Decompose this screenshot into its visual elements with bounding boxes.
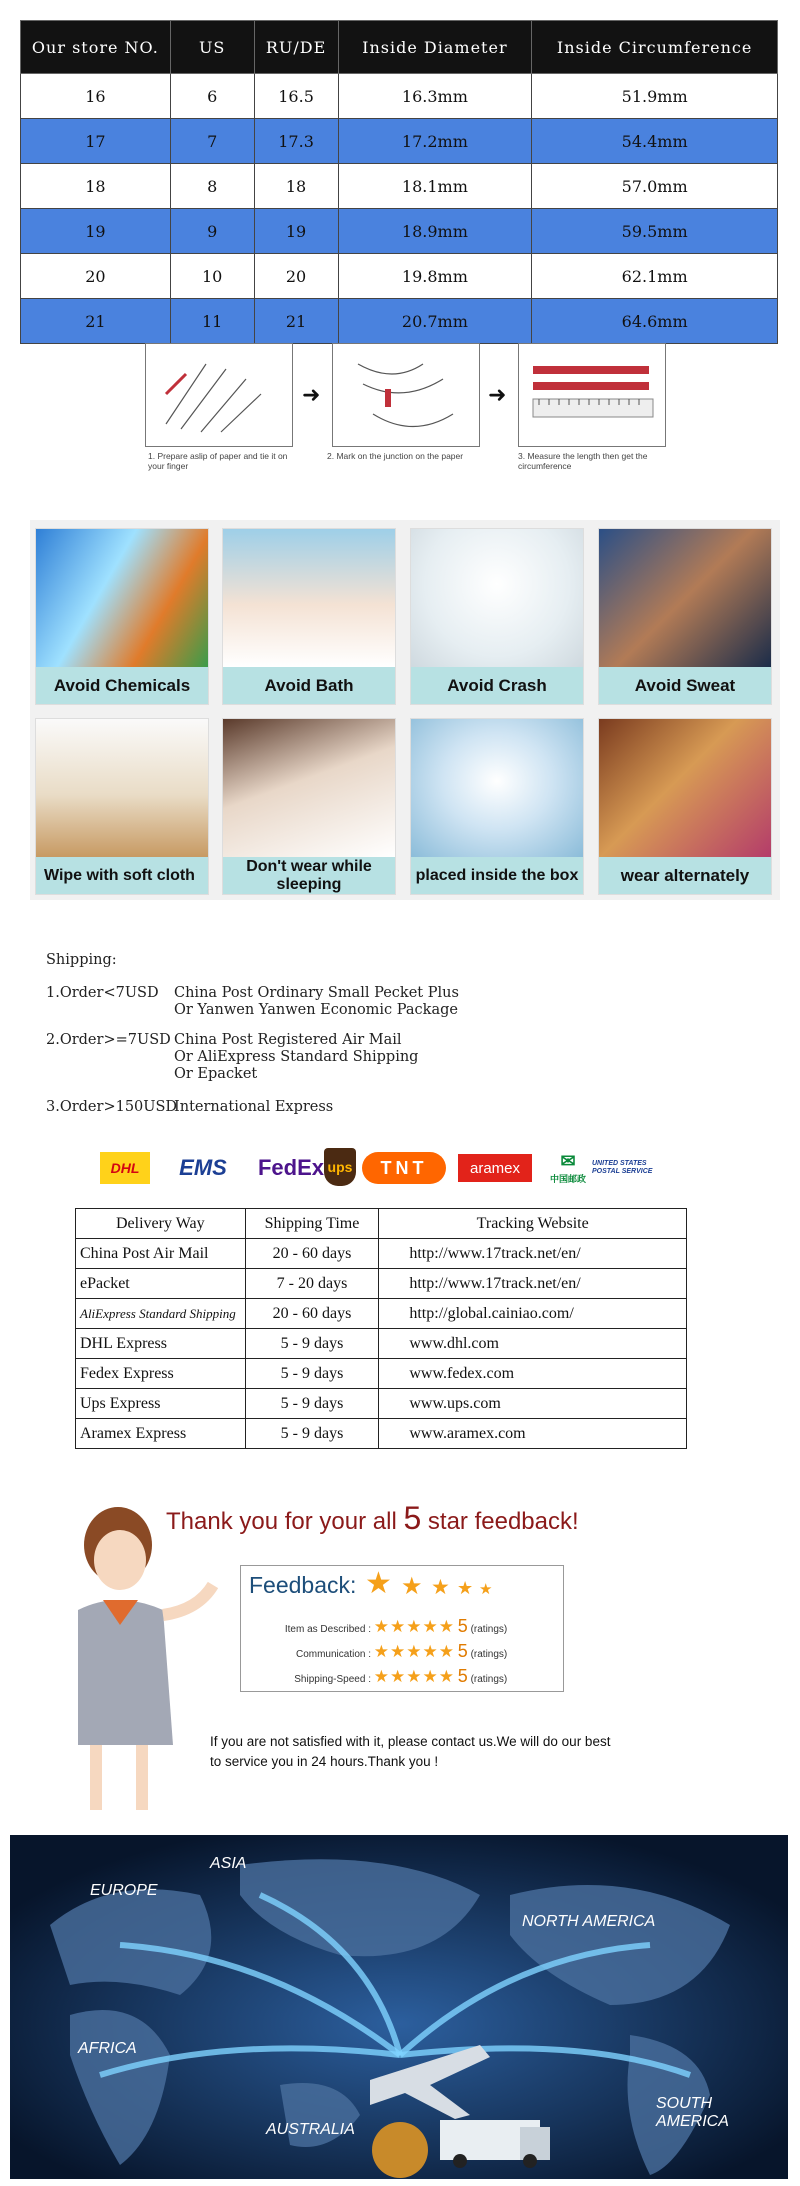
criterion-label: Item as Described :	[284, 1624, 371, 1635]
cloth-photo	[36, 719, 208, 857]
table-row	[21, 164, 778, 209]
thank-you-banner	[166, 1500, 579, 1537]
cell-diameter: 20.7mm	[338, 299, 532, 344]
jewelry-box-photo	[411, 719, 583, 857]
ups-logo: ups	[324, 1148, 356, 1186]
cell-ru-de: 18	[254, 164, 338, 209]
shipping-method: China Post Registered Air Mail	[174, 1032, 402, 1048]
care-tile-sleeping	[222, 718, 396, 895]
shipping-method: Or Epacket	[174, 1066, 258, 1082]
table-row	[76, 1329, 687, 1359]
care-label: placed inside the box	[411, 857, 583, 894]
sweat-photo	[599, 529, 771, 667]
cell-circumference: 59.5mm	[532, 209, 778, 254]
care-tile-box	[410, 718, 584, 895]
five-stars-icon: ★★★★★	[373, 1617, 455, 1636]
care-label: Avoid Crash	[411, 667, 583, 704]
delivery-table	[75, 1208, 687, 1449]
care-tile-crash	[410, 528, 584, 705]
criterion-unit: (ratings)	[470, 1649, 508, 1660]
arrow-icon: ➜	[488, 382, 507, 407]
care-tile-sweat	[598, 528, 772, 705]
arrow-icon: ➜	[302, 382, 321, 407]
shipping-condition: 2.Order>=7USD	[46, 1032, 171, 1048]
cell-delivery-way: Fedex Express	[76, 1359, 246, 1389]
table-row	[21, 299, 778, 344]
step-3-caption: 3. Measure the length then get the circumference	[518, 451, 648, 471]
fedex-logo: FedEx	[257, 1155, 325, 1180]
care-tile-wipe	[35, 718, 209, 895]
thanks-text-after: star feedback!	[421, 1508, 579, 1535]
cell-ru-de: 19	[254, 209, 338, 254]
header-ru-de: RU/DE	[254, 21, 338, 74]
header-delivery-way: Delivery Way	[76, 1209, 246, 1239]
criterion-label: Shipping-Speed :	[294, 1674, 371, 1685]
necklaces-photo	[599, 719, 771, 857]
region-europe: EUROPE	[90, 1882, 158, 1899]
china-post-logo	[548, 1152, 588, 1184]
criterion-value: 5	[457, 1641, 468, 1661]
cell-tracking-link[interactable]: http://www.17track.net/en/	[379, 1269, 687, 1299]
shipping-method: China Post Ordinary Small Pecket Plus	[174, 985, 459, 1001]
cell-delivery-way: Aramex Express	[76, 1419, 246, 1449]
five-stars-icon: ★★★★★	[373, 1642, 455, 1661]
cell-tracking-link[interactable]: www.dhl.com	[379, 1329, 687, 1359]
china-post-icon: ✉	[560, 1151, 576, 1171]
usps-logo: UNITED STATES POSTAL SERVICE	[592, 1160, 653, 1175]
cell-ru-de: 16.5	[254, 74, 338, 119]
cell-tracking-link[interactable]: http://global.cainiao.com/	[379, 1299, 687, 1329]
cell-us: 10	[170, 254, 254, 299]
shipping-method: Or Yanwen Yanwen Economic Package	[174, 1002, 458, 1018]
cell-shipping-time: 5 - 9 days	[245, 1419, 379, 1449]
cell-store-no: 17	[21, 119, 171, 164]
cell-delivery-way: ePacket	[76, 1269, 246, 1299]
shipping-method: International Express	[174, 1099, 334, 1115]
header-tracking-website: Tracking Website	[379, 1209, 687, 1239]
cell-shipping-time: 5 - 9 days	[245, 1329, 379, 1359]
cell-shipping-time: 20 - 60 days	[245, 1299, 379, 1329]
cell-tracking-link[interactable]: www.aramex.com	[379, 1419, 687, 1449]
bath-photo	[223, 529, 395, 667]
cell-ru-de: 17.3	[254, 119, 338, 164]
feedback-row-described	[251, 1616, 507, 1637]
region-africa: AFRICA	[78, 2040, 137, 2057]
thanks-number: 5	[403, 1500, 422, 1536]
care-label: Avoid Chemicals	[36, 667, 208, 704]
thanks-text-before: Thank you for your all	[166, 1508, 404, 1535]
cell-shipping-time: 7 - 20 days	[245, 1269, 379, 1299]
cell-us: 9	[170, 209, 254, 254]
care-tile-chemicals	[35, 528, 209, 705]
feedback-row-shipping-speed	[251, 1666, 507, 1687]
feedback-card	[240, 1565, 564, 1692]
cell-store-no: 20	[21, 254, 171, 299]
star-icon: ★	[401, 1573, 423, 1600]
care-label: Wipe with soft cloth	[36, 857, 208, 894]
cell-tracking-link[interactable]: www.fedex.com	[379, 1359, 687, 1389]
header-shipping-time: Shipping Time	[245, 1209, 379, 1239]
cell-circumference: 64.6mm	[532, 299, 778, 344]
header-inside-circumference: Inside Circumference	[532, 21, 778, 74]
star-icon: ★	[479, 1581, 493, 1598]
cell-ru-de: 21	[254, 299, 338, 344]
cell-delivery-way: DHL Express	[76, 1329, 246, 1359]
shipping-method: Or AliExpress Standard Shipping	[174, 1049, 419, 1065]
feedback-title: Feedback:	[249, 1572, 357, 1598]
chemicals-photo	[36, 529, 208, 667]
table-row	[76, 1359, 687, 1389]
shipping-heading: Shipping:	[46, 952, 117, 968]
cell-diameter: 19.8mm	[338, 254, 532, 299]
shipping-condition: 1.Order<7USD	[46, 985, 159, 1001]
cell-ru-de: 20	[254, 254, 338, 299]
step-2-illustration	[332, 343, 480, 447]
five-stars-icon: ★★★★★	[373, 1667, 455, 1686]
criterion-unit: (ratings)	[470, 1624, 508, 1635]
worldwide-shipping-map	[10, 1835, 788, 2179]
china-post-label: 中国邮政	[549, 1174, 586, 1184]
cell-diameter: 18.9mm	[338, 209, 532, 254]
customer-service-girl-illustration	[48, 1500, 228, 1815]
region-south-america: SOUTH AMERICA	[656, 2095, 729, 2130]
star-icon: ★	[431, 1576, 450, 1599]
cell-diameter: 16.3mm	[338, 74, 532, 119]
table-row	[76, 1299, 687, 1329]
step-1-caption: 1. Prepare aslip of paper and tie it on your finger	[148, 451, 288, 471]
cell-store-no: 18	[21, 164, 171, 209]
cell-us: 8	[170, 164, 254, 209]
care-tile-bath	[222, 528, 396, 705]
cell-circumference: 54.4mm	[532, 119, 778, 164]
cell-shipping-time: 20 - 60 days	[245, 1239, 379, 1269]
table-row	[76, 1419, 687, 1449]
ring-size-table	[20, 20, 778, 344]
broken-glass-photo	[411, 529, 583, 667]
table-row	[21, 254, 778, 299]
care-label: Don't wear while sleeping	[223, 857, 395, 894]
delivery-header-row	[76, 1209, 687, 1239]
header-us: US	[170, 21, 254, 74]
region-asia: ASIA	[210, 1855, 247, 1872]
tnt-logo: TNT	[362, 1152, 446, 1184]
dhl-logo: DHL	[100, 1152, 150, 1184]
care-label: wear alternately	[599, 857, 771, 894]
hand-mark-icon	[333, 344, 479, 446]
cell-delivery-way: AliExpress Standard Shipping	[76, 1299, 246, 1329]
cell-diameter: 17.2mm	[338, 119, 532, 164]
criterion-unit: (ratings)	[470, 1674, 508, 1685]
cell-store-no: 16	[21, 74, 171, 119]
sleeping-photo	[223, 719, 395, 857]
cell-circumference: 51.9mm	[532, 74, 778, 119]
cell-delivery-way: Ups Express	[76, 1389, 246, 1419]
cell-store-no: 19	[21, 209, 171, 254]
care-instructions-grid	[30, 520, 780, 900]
star-icon: ★	[457, 1578, 474, 1598]
cell-us: 11	[170, 299, 254, 344]
cell-us: 7	[170, 119, 254, 164]
care-label: Avoid Bath	[223, 667, 395, 704]
cell-store-no: 21	[21, 299, 171, 344]
table-row	[21, 209, 778, 254]
header-inside-diameter: Inside Diameter	[338, 21, 532, 74]
criterion-value: 5	[457, 1616, 468, 1636]
ems-logo: EMS	[179, 1155, 227, 1180]
cell-us: 6	[170, 74, 254, 119]
table-row	[76, 1239, 687, 1269]
contact-notice	[210, 1732, 610, 1772]
cell-shipping-time: 5 - 9 days	[245, 1359, 379, 1389]
table-row	[76, 1269, 687, 1299]
cell-circumference: 57.0mm	[532, 164, 778, 209]
shipping-condition: 3.Order>150USD	[46, 1099, 178, 1115]
hand-paper-icon	[146, 344, 292, 446]
feedback-row-communication	[251, 1641, 507, 1662]
region-north-america: NORTH AMERICA	[522, 1913, 656, 1930]
step-2-caption: 2. Mark on the junction on the paper	[327, 451, 464, 461]
care-label: Avoid Sweat	[599, 667, 771, 704]
table-row	[21, 74, 778, 119]
criterion-label: Communication :	[295, 1649, 371, 1660]
cell-circumference: 62.1mm	[532, 254, 778, 299]
header-store-no: Our store NO.	[21, 21, 171, 74]
star-icon: ★	[365, 1567, 392, 1600]
cell-diameter: 18.1mm	[338, 164, 532, 209]
ruler-icon	[519, 344, 665, 446]
criterion-value: 5	[457, 1666, 468, 1686]
cell-tracking-link[interactable]: www.ups.com	[379, 1389, 687, 1419]
notice-line-1: If you are not satisfied with it, please contact us.We will do our best	[210, 1734, 611, 1749]
notice-line-2: to service you in 24 hours.Thank you !	[210, 1754, 439, 1769]
cell-delivery-way: China Post Air Mail	[76, 1239, 246, 1269]
step-3-illustration	[518, 343, 666, 447]
table-row	[76, 1389, 687, 1419]
cell-tracking-link[interactable]: http://www.17track.net/en/	[379, 1239, 687, 1269]
size-table-header-row	[21, 21, 778, 74]
aramex-logo: aramex	[458, 1154, 532, 1182]
care-tile-alternate	[598, 718, 772, 895]
step-1-illustration	[145, 343, 293, 447]
table-row	[21, 119, 778, 164]
region-australia: AUSTRALIA	[266, 2121, 355, 2138]
cell-shipping-time: 5 - 9 days	[245, 1389, 379, 1419]
